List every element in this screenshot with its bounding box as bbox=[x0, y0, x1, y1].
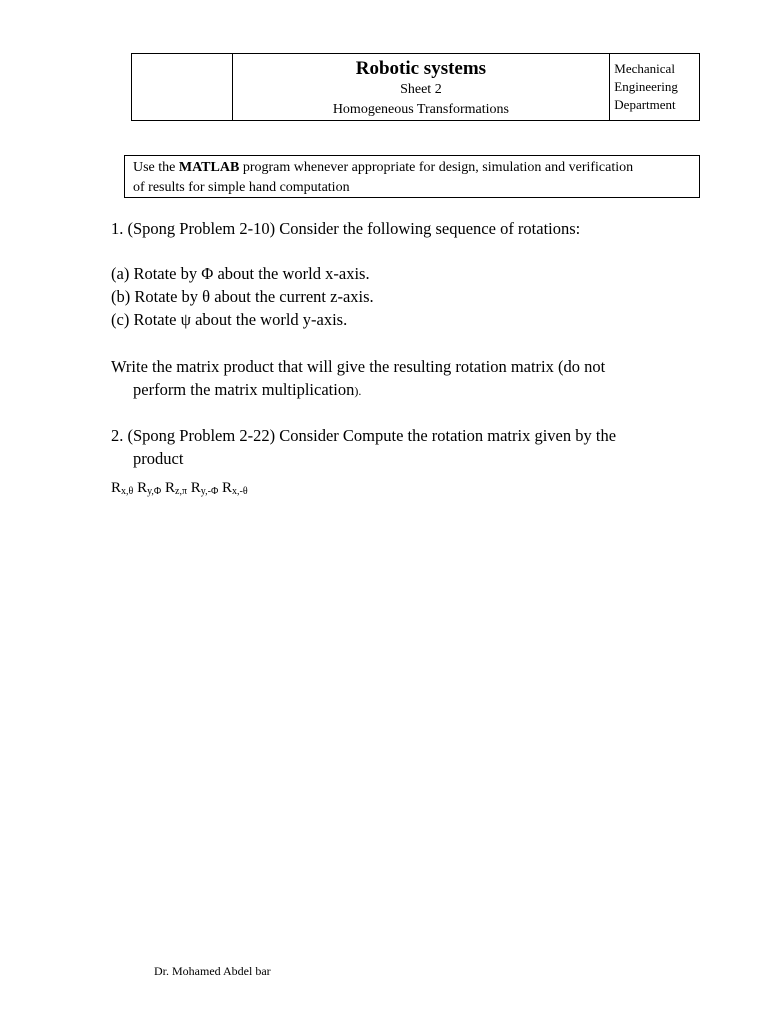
header-empty-cell bbox=[132, 54, 233, 121]
step-c: (c) Rotate ψ about the world y-axis. bbox=[111, 310, 348, 329]
step-b: (b) Rotate by θ about the current z-axis. bbox=[111, 287, 374, 306]
rotation-term: $R_{x,-\theta}$ bbox=[222, 480, 248, 497]
matlab-note bbox=[124, 155, 700, 198]
department-line: Mechanical bbox=[614, 61, 675, 76]
note-line-2: of results for simple hand computation bbox=[133, 180, 350, 195]
document-subtitle: Homogeneous Transformations bbox=[332, 102, 509, 117]
instruction-end: ). bbox=[354, 384, 362, 398]
document-title: Robotic systems bbox=[355, 58, 487, 79]
step-a: (a) Rotate by Φ about the world x-axis. bbox=[111, 264, 370, 283]
department-line: Department bbox=[614, 97, 676, 112]
problem-2-line-1: 2. (Spong Problem 2-22) Consider Compute the rotation matrix given by the bbox=[111, 426, 617, 445]
rotation-term: $R_{y,\Phi}$ bbox=[137, 480, 162, 497]
problem-2-heading bbox=[111, 424, 713, 470]
rotation-term: $R_{x,\theta}$ bbox=[111, 480, 134, 497]
note-line-1 bbox=[133, 158, 699, 178]
problem-1-instruction bbox=[111, 355, 713, 403]
department-cell bbox=[610, 54, 700, 121]
header-title-cell bbox=[232, 54, 610, 121]
problem-1-steps bbox=[111, 262, 691, 331]
instruction-line-1: Write the matrix product that will give the resulting rotation matrix (do not bbox=[111, 357, 606, 376]
footer-author: Dr. Mohamed Abdel bar bbox=[154, 964, 271, 978]
instruction-line-2: perform the matrix multiplication bbox=[133, 380, 355, 399]
problem-2-line-2: product bbox=[133, 449, 184, 468]
department-line: Engineering bbox=[614, 79, 678, 94]
rotation-product bbox=[111, 477, 691, 503]
header-table bbox=[131, 53, 700, 121]
sheet-number: Sheet 2 bbox=[400, 82, 442, 97]
note-prefix: Use the bbox=[133, 160, 179, 175]
rotation-term: $R_{y,-\Phi}$ bbox=[190, 480, 219, 497]
rotation-term: $R_{z,\pi}$ bbox=[165, 480, 188, 497]
note-rest: program whenever appropriate for design, simulation and verification bbox=[239, 160, 634, 175]
note-bold-matlab: MATLAB bbox=[178, 160, 240, 175]
problem-1-heading: 1. (Spong Problem 2-10) Consider the following sequence of rotations: bbox=[111, 219, 581, 238]
